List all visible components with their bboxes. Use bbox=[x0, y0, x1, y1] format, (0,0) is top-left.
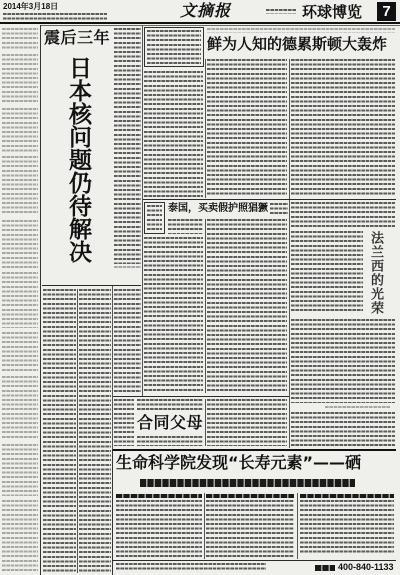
article-body-text bbox=[114, 399, 134, 446]
article-thailand bbox=[143, 199, 289, 396]
strip-text bbox=[2, 220, 38, 268]
article-body-text bbox=[291, 231, 363, 313]
contract-parents-headline: 合同父母 bbox=[137, 413, 204, 432]
strip-text bbox=[2, 332, 38, 372]
kicker-text bbox=[147, 205, 162, 231]
japan-headline-top: 震后三年 bbox=[43, 28, 110, 47]
strip-text bbox=[2, 444, 38, 496]
column-rule bbox=[297, 493, 298, 559]
date-meta-text bbox=[3, 13, 107, 20]
strip-text bbox=[2, 54, 38, 104]
previous-page-strip bbox=[0, 26, 40, 575]
article-body-text bbox=[291, 319, 395, 403]
article-body-text bbox=[207, 399, 287, 446]
ad-footer-rule bbox=[112, 560, 396, 561]
ad-top-rule bbox=[112, 449, 396, 451]
dresden-headline: 鲜为人知的德累斯顿大轰炸 bbox=[207, 35, 388, 53]
masthead-logo: 文摘报 bbox=[180, 1, 232, 20]
header-rule bbox=[0, 22, 400, 24]
strip-text bbox=[2, 500, 38, 572]
ad-hotline-label bbox=[315, 565, 335, 571]
column-rule bbox=[77, 289, 78, 573]
article-source-caption bbox=[114, 266, 141, 270]
article-body-text bbox=[144, 237, 203, 393]
page-header bbox=[0, 0, 400, 26]
article-body-text bbox=[207, 59, 287, 197]
article-kicker-text bbox=[207, 28, 395, 33]
column-rule bbox=[205, 399, 206, 446]
strip-rule bbox=[40, 25, 41, 575]
article-source-caption bbox=[325, 406, 390, 410]
article-japan-nuclear bbox=[42, 26, 142, 286]
article-body-text bbox=[168, 219, 203, 234]
article-body-text bbox=[291, 202, 395, 228]
ad-body-text bbox=[300, 500, 394, 555]
strip-text bbox=[2, 28, 38, 50]
ad-left-rule bbox=[112, 449, 113, 575]
article-body-text bbox=[207, 219, 287, 393]
ad-footer-text bbox=[116, 563, 266, 572]
article-body-text bbox=[114, 289, 141, 393]
article-body-text bbox=[291, 59, 395, 197]
article-body-text bbox=[144, 71, 203, 197]
thailand-kicker-box bbox=[144, 202, 165, 234]
article-body-text bbox=[43, 289, 76, 573]
ad-body-text bbox=[116, 500, 202, 558]
dresden-intro-box bbox=[144, 27, 204, 67]
ad-section-heading bbox=[116, 494, 202, 498]
column-rule bbox=[205, 59, 206, 198]
article-france bbox=[290, 199, 396, 448]
page-number-badge: 7 bbox=[377, 2, 396, 21]
article-body-text bbox=[137, 436, 203, 446]
japan-headline-main: 日本核问题仍待解决 bbox=[65, 56, 91, 263]
ad-section-heading bbox=[300, 494, 394, 498]
article-body-text bbox=[137, 399, 203, 410]
column-rule bbox=[204, 493, 205, 559]
article-dresden bbox=[143, 26, 396, 199]
france-headline: 法兰西的光荣 bbox=[368, 231, 383, 315]
thailand-headline: 泰国，买卖假护照猖獗 bbox=[168, 203, 268, 214]
intro-text bbox=[147, 30, 201, 64]
ad-body-text bbox=[206, 500, 294, 558]
issue-date: 2014年3月18日 bbox=[3, 2, 59, 11]
section-title: 环球博览 bbox=[302, 3, 363, 21]
article-body-text bbox=[270, 203, 288, 215]
strip-text bbox=[2, 156, 38, 216]
article-contract-parents bbox=[113, 396, 289, 448]
article-body-text bbox=[79, 289, 111, 573]
section-rule bbox=[113, 396, 289, 397]
ad-subheadline bbox=[140, 479, 355, 487]
strip-text bbox=[2, 272, 38, 328]
article-body-text bbox=[114, 28, 141, 264]
ad-hotline-number: 400-840-1133 bbox=[338, 562, 394, 572]
advertisement-selenium bbox=[112, 449, 396, 575]
article-body-text bbox=[291, 412, 395, 446]
strip-text bbox=[2, 108, 38, 152]
ad-section-heading bbox=[206, 494, 294, 498]
strip-text bbox=[2, 376, 38, 440]
column-rule bbox=[205, 219, 206, 393]
ad-headline: 生命科学院发现“长寿元素”——硒 bbox=[116, 453, 362, 472]
section-kicker-text bbox=[266, 9, 296, 14]
